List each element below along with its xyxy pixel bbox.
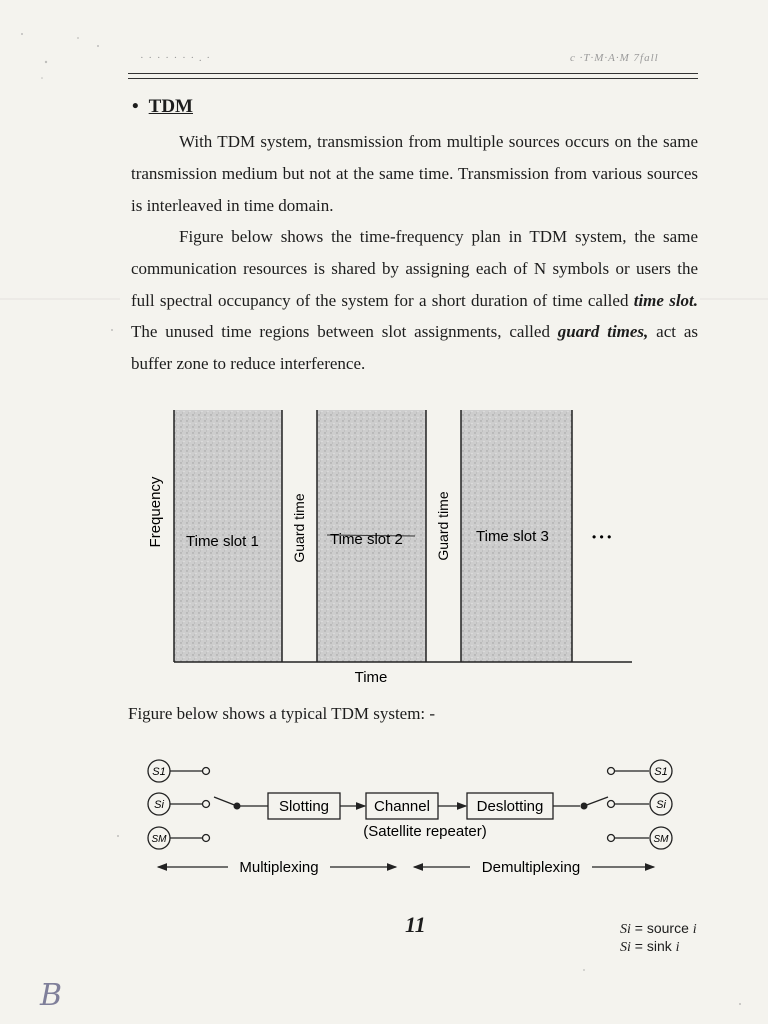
- slotting-label: Slotting: [278, 798, 330, 815]
- decommutator-arm: [584, 797, 608, 806]
- frequency-axis-label: Frequency: [147, 476, 164, 548]
- commutator-pivot: [234, 803, 241, 810]
- sink-1-terminal: [608, 768, 615, 775]
- legend-sink: [620, 938, 680, 956]
- source-i-terminal: [203, 801, 210, 808]
- source-1-terminal: [203, 768, 210, 775]
- paragraph-intro: With TDM system, transmission from multiple sources occurs on the same transmission medium but not at the same time. Transmission from various sources is interleaved in time domain.: [131, 132, 698, 215]
- time-axis-label: Time: [354, 669, 388, 686]
- guard-time-1-label: Guard time: [291, 493, 307, 563]
- legend-source-symbol: Si: [620, 922, 631, 937]
- legend-source-var: i: [692, 922, 697, 937]
- channel-label: Channel: [374, 798, 430, 815]
- guard-time-2-label: Guard time: [435, 491, 451, 561]
- handwritten-corner-mark: B: [40, 978, 63, 1013]
- commutator-arm: [214, 797, 237, 806]
- figure2-caption: Figure below shows a typical TDM system: -: [128, 704, 436, 723]
- decommutator-pivot: [581, 803, 588, 810]
- source-i-label: Si: [154, 799, 164, 811]
- sink-m-label: SM: [653, 834, 669, 845]
- sink-1-label: S1: [654, 766, 668, 778]
- term-guard-times: guard times,: [557, 322, 649, 342]
- deslotting-label: Deslotting: [476, 798, 544, 815]
- p2-text-end: act as buffer zone to reduce interference.: [131, 322, 698, 374]
- multiplexing-label: Multiplexing: [239, 859, 319, 876]
- channel-note: (Satellite repeater): [363, 823, 487, 840]
- time-slot-1-label: Time slot 1: [186, 533, 259, 550]
- source-m-terminal: [203, 835, 210, 842]
- term-time-slot: time slot.: [633, 290, 699, 310]
- sink-m-terminal: [608, 835, 615, 842]
- time-slot-3-label: Time slot 3: [476, 528, 549, 545]
- time-slot-2-label: Time slot 2: [330, 531, 403, 548]
- p2-text-middle: The unused time regions between slot assignments, called: [131, 322, 558, 342]
- source-1-label: S1: [152, 766, 166, 778]
- legend-source: [620, 920, 697, 938]
- legend-sink-text: = sink: [630, 938, 676, 954]
- sink-i-label: Si: [656, 799, 666, 811]
- legend-sink-symbol: Si: [620, 940, 631, 955]
- header-left-text: · · · · · · · . ·: [140, 52, 212, 64]
- source-m-label: SM: [151, 834, 167, 845]
- legend-sink-var: i: [675, 940, 680, 955]
- continuation-ellipsis: • • •: [592, 530, 612, 544]
- section-title: TDM: [148, 96, 193, 117]
- sink-i-terminal: [608, 801, 615, 808]
- header-right-text: c ·T·M·A·M 7fall: [570, 52, 659, 64]
- heading-bullet: •: [132, 96, 139, 117]
- legend-source-text: = source: [630, 920, 693, 936]
- p2-text-start: Figure below shows the time-frequency plan in TDM system, the same communication resources is shared by assigning each of N symbols or users the full spectral occupancy of the system for a short duration of time called: [131, 227, 698, 310]
- demultiplexing-label: Demultiplexing: [481, 859, 581, 876]
- page-number: 11: [405, 912, 426, 937]
